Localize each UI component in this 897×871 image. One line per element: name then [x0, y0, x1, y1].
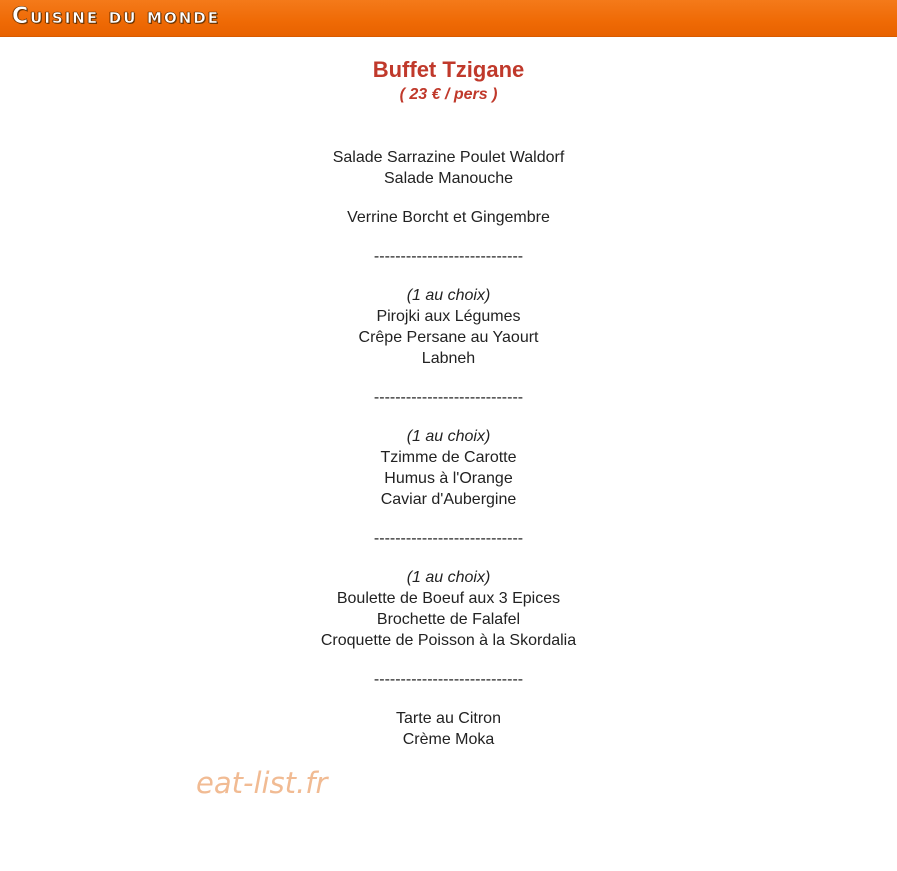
menu-item: Salade Manouche	[384, 170, 513, 187]
spacer	[0, 267, 897, 285]
separator: ----------------------------	[373, 671, 524, 688]
spacer	[0, 510, 897, 528]
watermark: eat-list.fr	[196, 766, 328, 800]
banner-title: Cuisine du monde	[12, 4, 220, 29]
menu-item: Tarte au Citron	[396, 710, 501, 727]
menu-item: Crème Moka	[402, 731, 495, 748]
menu-item: Verrine Borcht et Gingembre	[347, 209, 550, 226]
menu-title: Buffet Tzigane	[372, 57, 525, 82]
menu-item: Pirojki aux Légumes	[376, 308, 521, 325]
header-banner	[0, 0, 897, 37]
choice-label: (1 au choix)	[406, 569, 491, 586]
menu-item: Caviar d'Aubergine	[380, 491, 517, 508]
choice-label: (1 au choix)	[406, 428, 491, 445]
menu-item: Croquette de Poisson à la Skordalia	[320, 632, 577, 649]
menu-content	[0, 55, 897, 750]
menu-item: Labneh	[421, 350, 476, 367]
spacer	[0, 651, 897, 669]
separator: ----------------------------	[373, 248, 524, 265]
separator: ----------------------------	[373, 530, 524, 547]
menu-item: Brochette de Falafel	[376, 611, 521, 628]
spacer	[0, 549, 897, 567]
spacer	[0, 408, 897, 426]
menu-item: Crêpe Persane au Yaourt	[358, 329, 539, 346]
spacer	[0, 105, 897, 147]
spacer	[0, 189, 897, 207]
menu-item: Tzimme de Carotte	[380, 449, 517, 466]
spacer	[0, 690, 897, 708]
separator: ----------------------------	[373, 389, 524, 406]
choice-label: (1 au choix)	[406, 287, 491, 304]
menu-item: Boulette de Boeuf aux 3 Epices	[336, 590, 561, 607]
menu-item: Humus à l'Orange	[384, 470, 513, 487]
menu-price: ( 23 € / pers )	[399, 86, 498, 103]
spacer	[0, 369, 897, 387]
spacer	[0, 228, 897, 246]
menu-item: Salade Sarrazine Poulet Waldorf	[332, 149, 565, 166]
